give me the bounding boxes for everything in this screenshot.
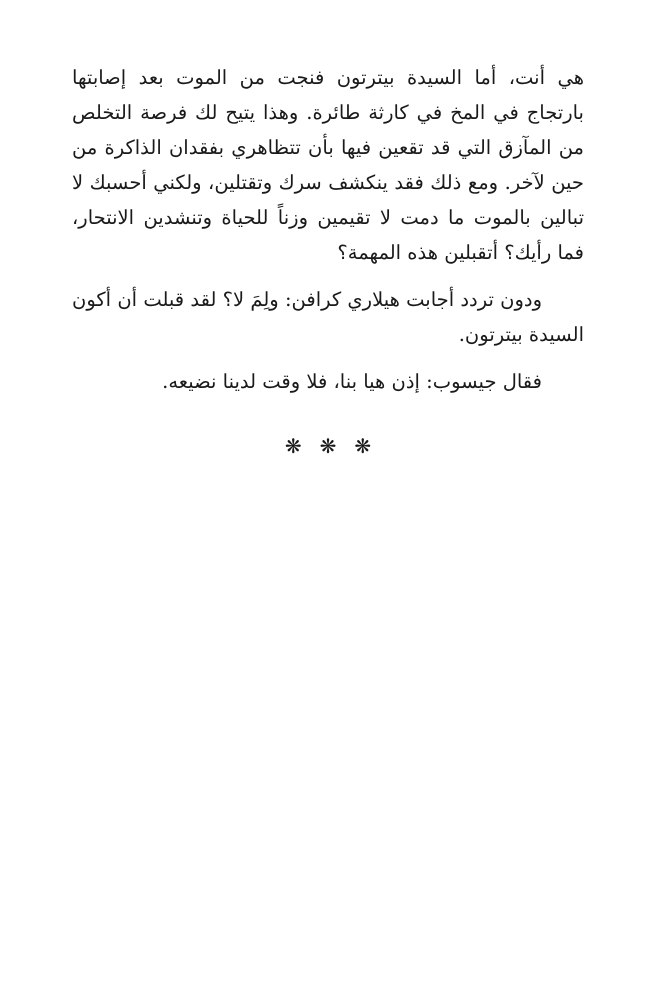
section-separator: ❋❋❋ bbox=[284, 434, 390, 458]
paragraph-1: هي أنت، أما السيدة بيترتون فنجت من الموت بعد إصابتها بارتجاج في المخ في كارثة طائرة. وهذا يتيح لك فرصة التخلص من المآزق التي قد تقعين فيها بأن تتظاهري بفقدان الذاكرة من حين لآخر. ومع ذلك فقد ينكشف سرك وتقتلين، ولكني أحسبك لا تبالين بالموت ما دمت لا تقيمين وزناً للحياة وتنشدين الانتحار، فما رأيك؟ أتقبلين هذه المهمة؟ bbox=[72, 66, 584, 264]
page-text bbox=[72, 60, 584, 464]
paragraph-3: فقال جيسوب: إذن هيا بنا، فلا وقت لدينا نضيعه. bbox=[162, 370, 542, 393]
paragraph-2: ودون تردد أجابت هيلاري كرافن: ولِمَ لا؟ لقد قبلت أن أكون السيدة بيترتون. bbox=[72, 288, 584, 346]
